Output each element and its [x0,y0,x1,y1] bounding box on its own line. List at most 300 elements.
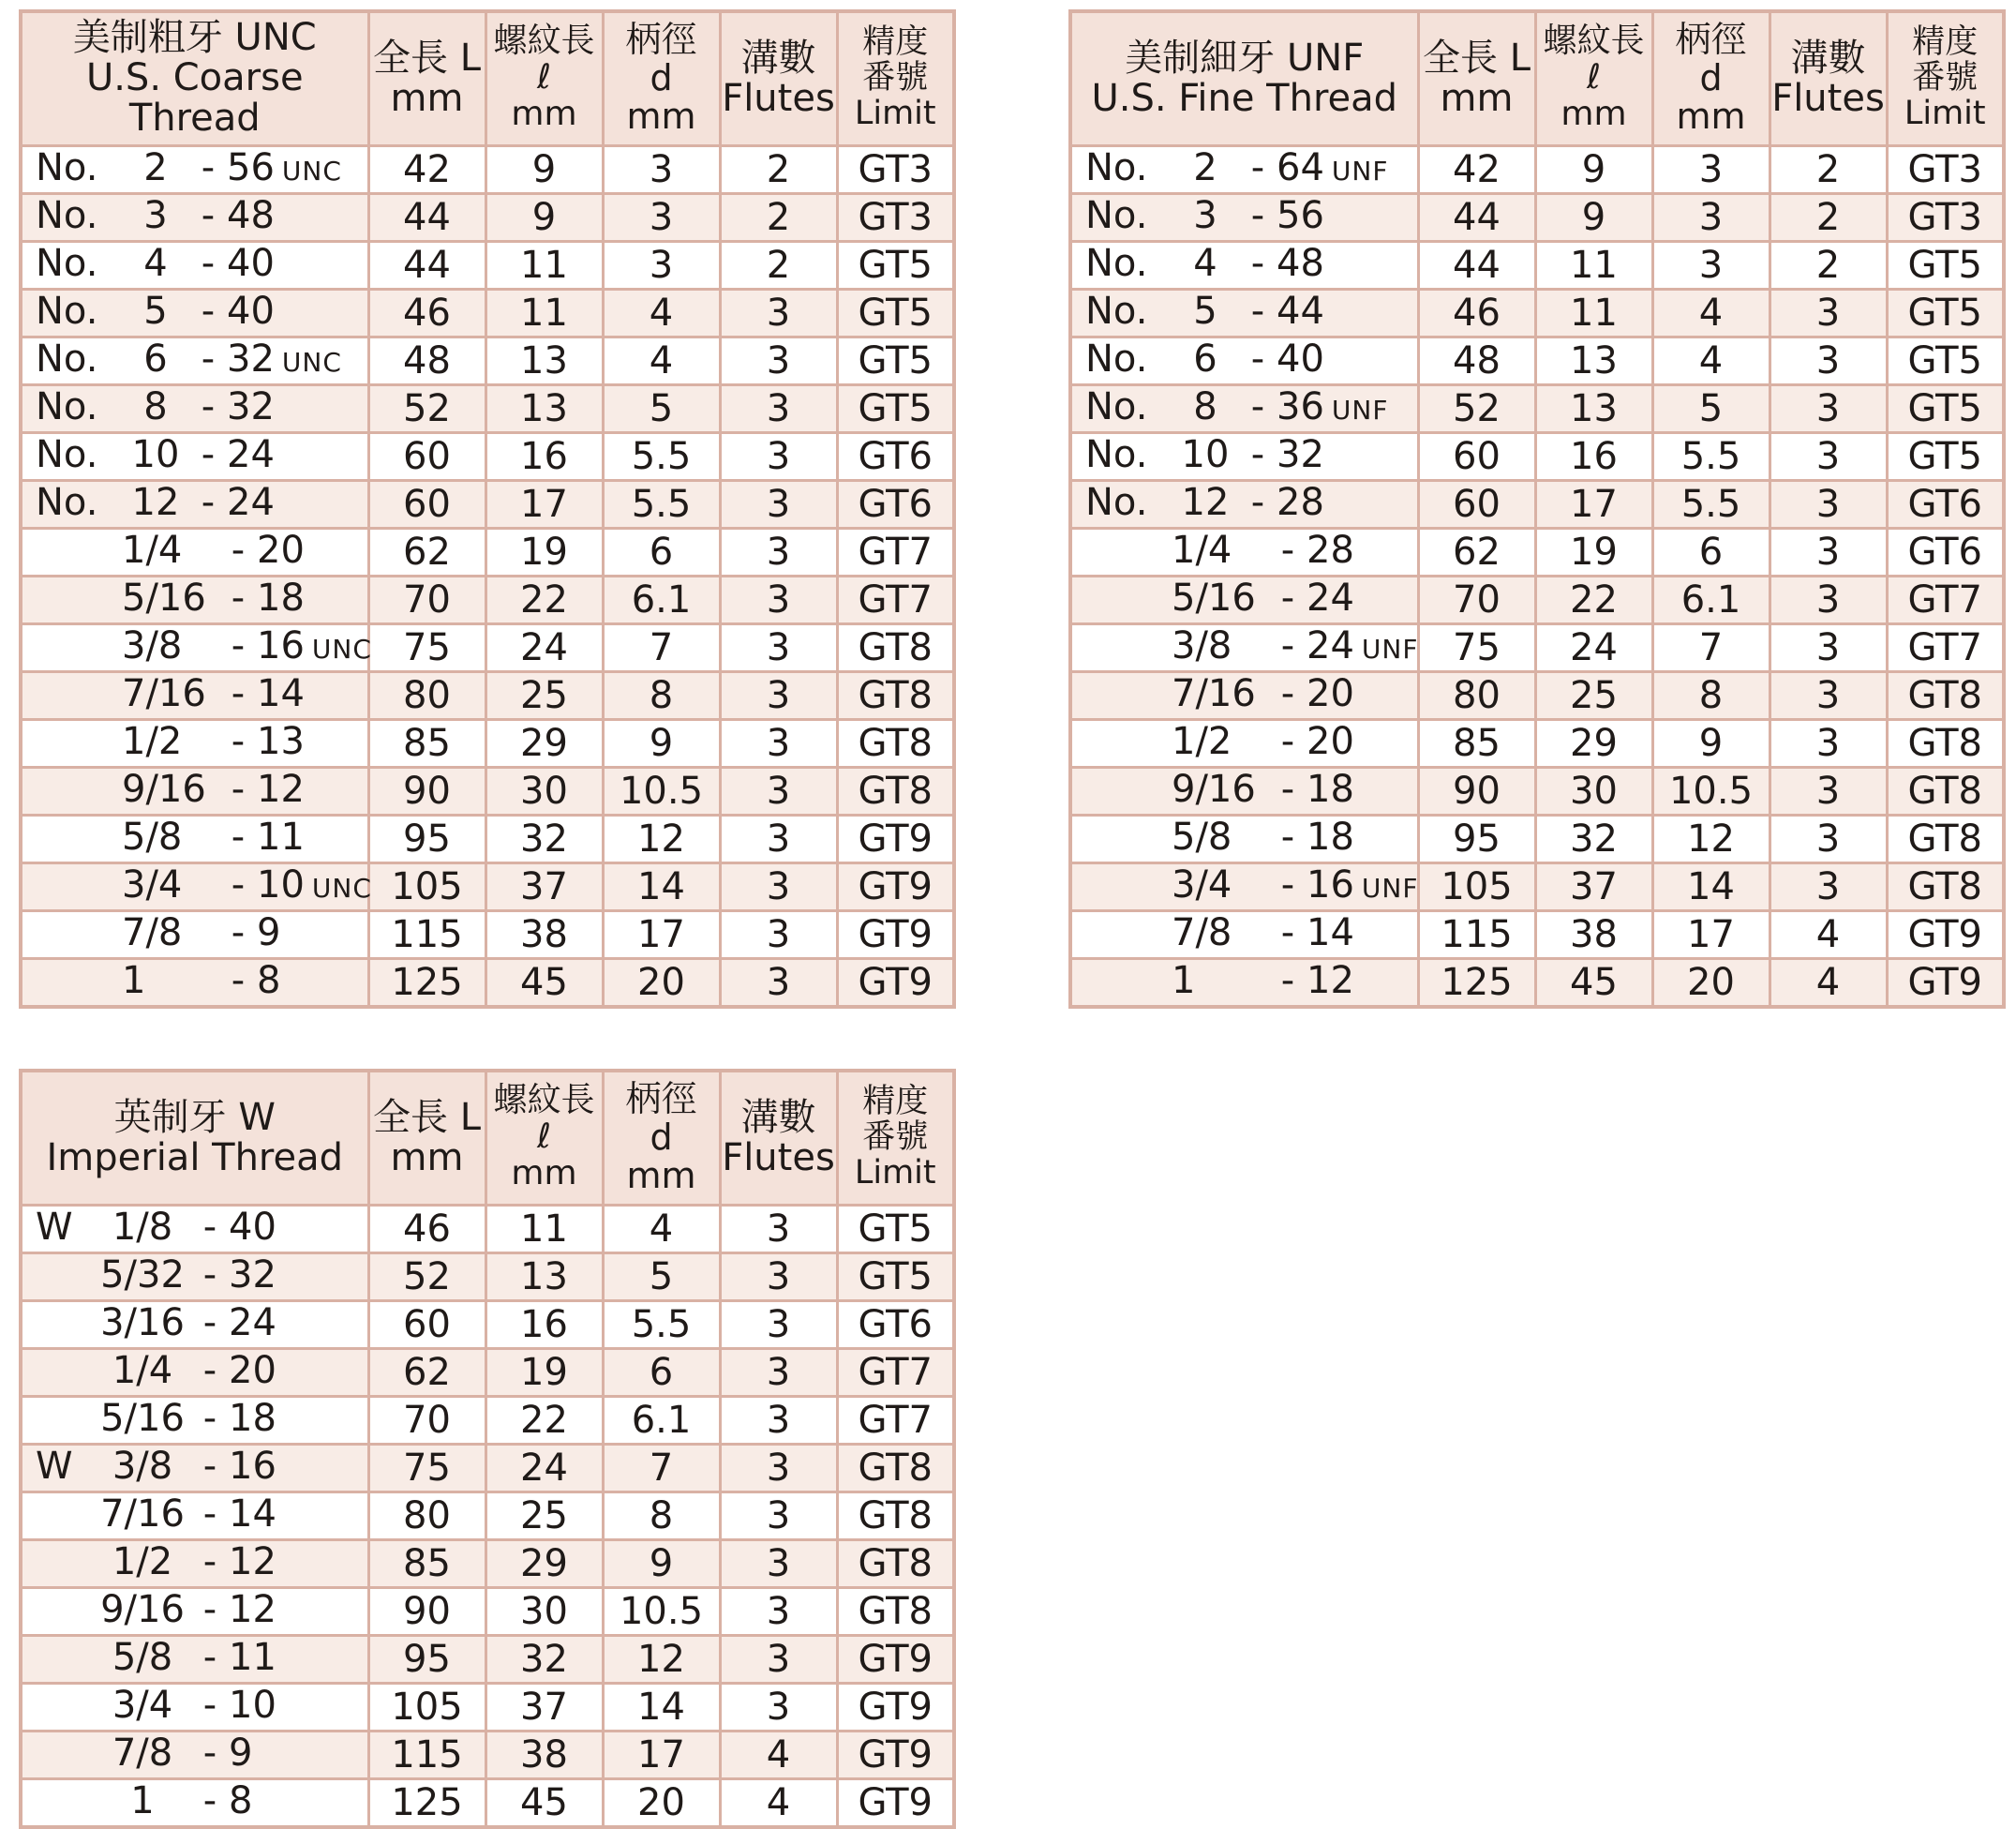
flutes-cell: 3 [720,432,837,480]
thread-size-number: 3 [1193,193,1217,237]
thread-size-separator: - [1250,384,1265,428]
thread-size-suffix: UNF [1331,155,1389,187]
shank-cell: 14 [603,1683,720,1731]
shank-cell: 12 [1652,815,1770,862]
flutes-cell: 3 [720,1492,837,1539]
thread-size-tpi: 24 [1307,623,1354,667]
thread-size-separator: - [202,1731,217,1775]
limit-cell: GT3 [1887,145,2004,193]
thread-size-number: 5/8 [122,815,183,859]
thread-size-number: 3/16 [100,1300,185,1344]
table-row [1070,910,2004,958]
length-cell: 60 [368,432,485,480]
thread-size-number: 5/16 [122,576,206,620]
shank-cell: 9 [1652,719,1770,767]
thread-size-number: 1/4 [122,528,183,572]
thread-size-cell [21,623,372,671]
length-cell: 125 [1418,958,1535,1007]
limit-cell: GT7 [837,1396,954,1444]
thread-size-separator: - [231,767,246,811]
length-cell: 80 [368,1492,485,1539]
limit-cell: GT8 [837,719,954,767]
thread-size-suffix: UNC [281,155,342,187]
thread-length-cell: 9 [1535,145,1652,193]
limit-cell: GT6 [1887,528,2004,576]
flutes-cell: 3 [1770,576,1887,623]
thread-size-number: 1/2 [122,719,183,763]
thread-size-tpi: 18 [229,1396,276,1440]
shank-cell: 12 [603,815,720,862]
limit-cell: GT9 [837,910,954,958]
thread-size-tpi: 36 [1277,384,1324,428]
thread-length-cell: 19 [485,528,603,576]
thread-length-cell: 13 [485,384,603,432]
thread-length-cell: 25 [1535,671,1652,719]
flutes-cell: 3 [720,528,837,576]
header-limit [837,1071,954,1205]
thread-size-cell [1070,862,1418,910]
limit-cell: GT5 [1887,337,2004,384]
length-cell: 90 [1418,767,1535,815]
thread-size-number: 7/8 [122,910,183,954]
header-shank-symbol: d [650,57,673,99]
thread-length-cell: 29 [485,1539,603,1587]
table-row [21,384,954,432]
thread-size-separator: - [231,910,246,954]
length-cell: 75 [1418,623,1535,671]
imperial-thread-table [19,1069,956,1829]
thread-size-cell [21,145,368,193]
thread-size-cell [21,1539,368,1587]
thread-size-tpi: 32 [229,1252,276,1297]
thread-size-number: 1/4 [112,1348,173,1392]
thread-size-suffix: UNC [311,872,372,904]
thread-size-separator: - [202,1635,217,1679]
flutes-cell: 3 [720,384,837,432]
thread-size-cell [21,1778,368,1827]
shank-cell: 6.1 [1652,576,1770,623]
thread-length-cell: 24 [1535,623,1652,671]
thread-size-separator: - [1280,815,1295,859]
thread-size-prefix: No. [1085,289,1148,333]
header-thread-length [485,1071,603,1205]
table-row [21,767,954,815]
thread-size-prefix: No. [36,432,98,476]
length-cell: 46 [1418,289,1535,337]
thread-size-tpi: 10 [257,862,305,907]
thread-size-number: 3/4 [112,1683,173,1727]
limit-cell: GT5 [837,289,954,337]
thread-size-tpi: 18 [1307,767,1354,811]
table-row [1070,384,2004,432]
thread-size-tpi: 24 [229,1300,276,1344]
thread-size-prefix: No. [1085,480,1148,524]
title-en: U.S. Fine Thread [1091,76,1398,120]
thread-size-cell [21,1396,368,1444]
header-length [368,1071,485,1205]
header-flutes-en: Flutes [1771,76,1885,120]
table-row [21,241,954,289]
shank-cell: 4 [603,289,720,337]
header-shank [603,11,720,145]
thread-size-number: 5 [143,289,168,333]
header-shank-label: 柄徑 [625,19,697,61]
shank-cell: 4 [1652,289,1770,337]
table-row [21,815,954,862]
header-shank-unit: mm [1676,96,1746,138]
header-limit-cn1: 精度 [862,1083,929,1121]
thread-length-cell: 24 [485,623,603,671]
length-cell: 44 [1418,193,1535,241]
thread-size-suffix: UNF [1361,633,1419,665]
shank-cell: 8 [603,671,720,719]
length-cell: 70 [1418,576,1535,623]
length-cell: 90 [368,1587,485,1635]
limit-cell: GT9 [1887,910,2004,958]
limit-cell: GT8 [1887,767,2004,815]
limit-cell: GT8 [837,1492,954,1539]
limit-cell: GT9 [837,1683,954,1731]
header-thread-length [1535,11,1652,145]
thread-size-cell [1070,337,1418,384]
length-cell: 52 [368,1252,485,1300]
thread-size-number: 1/2 [1172,719,1232,763]
table-body [21,145,954,1007]
thread-size-prefix: No. [1085,145,1148,189]
thread-size-cell [21,1731,368,1778]
thread-size-separator: - [201,289,216,333]
shank-cell: 12 [603,1635,720,1683]
limit-cell: GT7 [837,1348,954,1396]
thread-size-cell [21,1348,368,1396]
thread-size-tpi: 24 [1307,576,1354,620]
limit-cell: GT5 [1887,289,2004,337]
flutes-cell: 4 [1770,910,1887,958]
thread-size-separator: - [1280,910,1295,954]
shank-cell: 10.5 [1652,767,1770,815]
thread-length-cell: 17 [1535,480,1652,528]
thread-size-separator: - [202,1587,217,1631]
thread-size-prefix: W [36,1205,73,1249]
length-cell: 70 [368,1396,485,1444]
thread-size-separator: - [202,1396,217,1440]
thread-size-number: 10 [131,432,180,476]
table-row [21,289,954,337]
flutes-cell: 3 [1770,432,1887,480]
limit-cell: GT9 [837,862,954,910]
thread-size-prefix: No. [36,289,98,333]
flutes-cell: 3 [720,671,837,719]
table-row [1070,623,2004,671]
length-cell: 85 [368,1539,485,1587]
title-cn: 美制粗牙 UNC [72,15,317,59]
length-cell: 95 [368,815,485,862]
thread-size-separator: - [201,480,216,524]
flutes-cell: 3 [1770,815,1887,862]
thread-size-cell [1070,193,1418,241]
thread-size-tpi: 24 [227,432,275,476]
thread-size-tpi: 40 [227,289,275,333]
table-row [21,1348,954,1396]
thread-size-tpi: 20 [1307,671,1354,715]
thread-size-cell [1070,671,1418,719]
limit-cell: GT5 [1887,432,2004,480]
thread-size-number: 10 [1181,432,1230,476]
shank-cell: 5 [603,384,720,432]
length-cell: 60 [368,1300,485,1348]
header-length-label: 全長 L [373,1095,481,1139]
header-thread-length-unit: mm [1561,95,1627,134]
thread-size-separator: - [231,576,246,620]
thread-size-prefix: No. [1085,384,1148,428]
thread-size-separator: - [202,1205,217,1249]
thread-size-separator: - [202,1778,217,1822]
thread-size-number: 5/32 [100,1252,185,1297]
thread-size-cell [21,528,368,576]
header-flutes-cn: 溝數 [1790,36,1866,80]
thread-length-cell: 11 [1535,289,1652,337]
flutes-cell: 3 [720,1683,837,1731]
thread-size-separator: - [231,719,246,763]
header-limit-cn1: 精度 [1912,23,1979,62]
thread-size-number: 7/16 [1172,671,1256,715]
thread-size-separator: - [201,193,216,237]
flutes-cell: 3 [720,1396,837,1444]
length-cell: 75 [368,623,485,671]
header-shank [603,1071,720,1205]
limit-cell: GT6 [837,432,954,480]
thread-length-cell: 29 [1535,719,1652,767]
header-flutes [1770,11,1887,145]
thread-size-number: 1 [1172,958,1196,1002]
thread-length-cell: 32 [485,1635,603,1683]
thread-length-cell: 30 [485,1587,603,1635]
flutes-cell: 3 [720,719,837,767]
table-row [21,337,954,384]
length-cell: 115 [368,910,485,958]
thread-size-number: 9/16 [100,1587,185,1631]
thread-length-cell: 24 [485,1444,603,1492]
unf-thread-table [1068,9,2006,1009]
length-cell: 105 [368,1683,485,1731]
length-cell: 75 [368,1444,485,1492]
thread-size-cell [21,958,368,1007]
limit-cell: GT8 [837,1539,954,1587]
thread-size-number: 9/16 [1172,767,1256,811]
limit-cell: GT8 [837,1587,954,1635]
table-row [21,1731,954,1778]
header-flutes-cn: 溝數 [740,36,816,80]
flutes-cell: 3 [1770,767,1887,815]
header-flutes-en: Flutes [722,76,835,120]
header-thread-length-label: 螺紋長ℓ [493,22,595,97]
length-cell: 48 [1418,337,1535,384]
thread-size-tpi: 20 [229,1348,276,1392]
flutes-cell: 2 [720,145,837,193]
shank-cell: 10.5 [603,1587,720,1635]
header-length [1418,11,1535,145]
thread-length-cell: 38 [1535,910,1652,958]
shank-cell: 3 [1652,241,1770,289]
thread-size-tpi: 48 [1277,241,1324,285]
thread-size-cell [21,432,368,480]
thread-size-tpi: 56 [1277,193,1324,237]
thread-size-separator: - [1280,862,1295,907]
length-cell: 105 [1418,862,1535,910]
table-row [21,958,954,1007]
table-body [21,1205,954,1827]
thread-size-tpi: 12 [257,767,305,811]
shank-cell: 4 [1652,337,1770,384]
table-row [21,1300,954,1348]
shank-cell: 3 [1652,193,1770,241]
thread-size-cell [21,910,368,958]
header-length-unit: mm [1440,76,1514,120]
thread-size-cell [1070,910,1418,958]
thread-size-tpi: 12 [229,1587,276,1631]
thread-size-separator: - [1280,958,1295,1002]
length-cell: 80 [1418,671,1535,719]
shank-cell: 20 [1652,958,1770,1007]
shank-cell: 9 [603,1539,720,1587]
thread-size-separator: - [1250,289,1265,333]
shank-cell: 14 [603,862,720,910]
flutes-cell: 3 [720,1252,837,1300]
thread-size-suffix: UNF [1361,872,1419,904]
thread-size-prefix: No. [36,145,98,189]
table-row [21,576,954,623]
thread-size-number: 1/2 [112,1539,173,1583]
length-cell: 85 [1418,719,1535,767]
limit-cell: GT8 [1887,862,2004,910]
flutes-cell: 4 [720,1778,837,1827]
header-shank-label: 柄徑 [625,1078,697,1120]
thread-size-tpi: 64 [1277,145,1324,189]
length-cell: 80 [368,671,485,719]
table-row [1070,671,2004,719]
limit-cell: GT8 [1887,815,2004,862]
thread-size-number: 6 [1193,337,1217,381]
thread-size-separator: - [231,623,246,667]
shank-cell: 17 [1652,910,1770,958]
thread-size-tpi: 56 [227,145,275,189]
thread-size-prefix: No. [1085,432,1148,476]
length-cell: 95 [368,1635,485,1683]
shank-cell: 3 [603,145,720,193]
header-length-unit: mm [390,1135,464,1179]
thread-size-separator: - [1280,623,1295,667]
thread-size-tpi: 32 [1277,432,1324,476]
table-row [21,1778,954,1827]
shank-cell: 7 [1652,623,1770,671]
header-flutes-en: Flutes [722,1135,835,1179]
thread-length-cell: 11 [1535,241,1652,289]
thread-size-tpi: 16 [229,1444,276,1488]
table-row [21,1396,954,1444]
limit-cell: GT8 [837,1444,954,1492]
flutes-cell: 3 [720,337,837,384]
flutes-cell: 3 [720,289,837,337]
limit-cell: GT9 [837,1635,954,1683]
thread-size-number: 6 [143,337,168,381]
thread-size-separator: - [202,1348,217,1392]
thread-length-cell: 38 [485,1731,603,1778]
flutes-cell: 2 [720,193,837,241]
title-en: U.S. Coarse Thread [85,56,304,141]
thread-size-suffix: UNC [281,346,342,378]
header-limit-cn1: 精度 [862,23,929,62]
thread-length-cell: 25 [485,671,603,719]
thread-length-cell: 45 [485,958,603,1007]
thread-size-cell [21,1492,368,1539]
thread-size-number: 7/8 [112,1731,173,1775]
thread-length-cell: 38 [485,910,603,958]
limit-cell: GT7 [837,576,954,623]
shank-cell: 7 [603,1444,720,1492]
thread-size-number: 1 [122,958,146,1002]
thread-size-separator: - [1250,145,1265,189]
flutes-cell: 3 [720,1205,837,1252]
thread-size-cell [1070,623,1418,671]
thread-size-number: 5 [1193,289,1217,333]
thread-size-number: 1 [130,1778,155,1822]
thread-size-tpi: 9 [257,910,281,954]
thread-size-separator: - [201,241,216,285]
flutes-cell: 4 [720,1731,837,1778]
thread-length-cell: 32 [485,815,603,862]
length-cell: 62 [368,528,485,576]
thread-size-cell [21,193,368,241]
shank-cell: 7 [603,623,720,671]
shank-cell: 6.1 [603,1396,720,1444]
header-limit-cn2: 番號 [1912,58,1979,97]
header-thread-length-unit: mm [511,1154,577,1193]
table-row [21,1683,954,1731]
flutes-cell: 3 [720,910,837,958]
limit-cell: GT9 [837,1731,954,1778]
table-row [21,910,954,958]
thread-length-cell: 30 [485,767,603,815]
thread-length-cell: 25 [485,1492,603,1539]
limit-cell: GT5 [837,384,954,432]
flutes-cell: 3 [720,1539,837,1587]
thread-length-cell: 19 [1535,528,1652,576]
shank-cell: 20 [603,1778,720,1827]
shank-cell: 6.1 [603,576,720,623]
thread-size-cell [21,289,368,337]
length-cell: 52 [1418,384,1535,432]
thread-size-separator: - [1250,432,1265,476]
thread-size-separator: - [1250,193,1265,237]
thread-size-prefix: No. [36,193,98,237]
flutes-cell: 3 [1770,719,1887,767]
length-cell: 44 [368,241,485,289]
shank-cell: 6 [1652,528,1770,576]
length-cell: 95 [1418,815,1535,862]
shank-cell: 10.5 [603,767,720,815]
limit-cell: GT5 [1887,384,2004,432]
thread-size-number: 1/4 [1172,528,1232,572]
length-cell: 62 [368,1348,485,1396]
thread-size-number: 7/8 [1172,910,1232,954]
table-row [21,1444,954,1492]
thread-size-separator: - [231,528,246,572]
thread-size-tpi: 48 [227,193,275,237]
length-cell: 60 [1418,480,1535,528]
thread-size-cell [1070,289,1418,337]
thread-size-tpi: 44 [1277,289,1324,333]
thread-size-prefix: No. [36,384,98,428]
